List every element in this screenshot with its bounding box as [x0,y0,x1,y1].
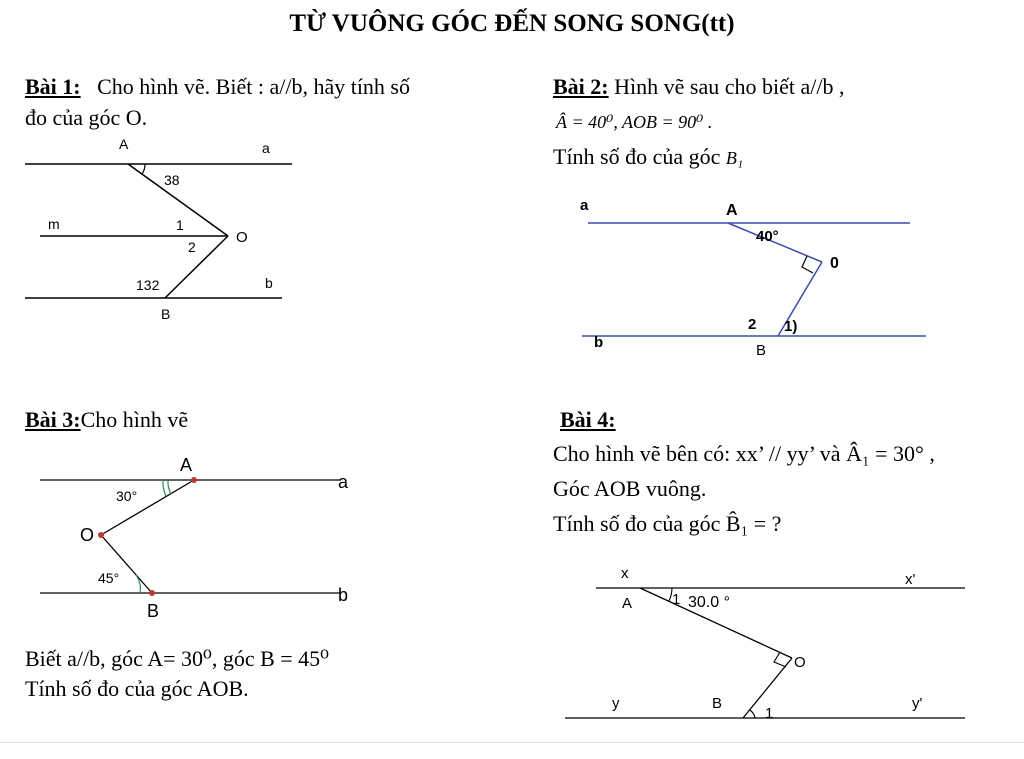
label-a: a [580,197,589,214]
label-a: a [338,472,349,492]
point-B [149,590,155,596]
point-O [98,532,104,538]
bai2-heading: Bài 2: [553,74,609,99]
label-y: y [612,695,620,712]
bai1-line2: đo của góc O. [25,105,148,130]
bai3-figure [0,445,349,625]
label-A: A [622,595,633,612]
angle-arc-B [750,710,755,718]
label-b: b [265,275,273,291]
label-angle-2: 2 [748,316,757,333]
label-B: B [161,306,171,322]
right-angle-mark [802,256,813,273]
bai3-line1 [25,407,188,433]
label-angle-30: 30° [116,488,138,504]
segment-OB [165,236,228,298]
bai4-heading: Bài 4: [560,407,616,432]
bai2-figure [570,195,930,365]
label-B: B [712,695,723,712]
angle-arc-A-1 [168,480,171,494]
angle-arc-A-2 [163,480,166,496]
label-O: 0 [830,255,839,272]
bai2-ask-var: B₁ [725,148,744,168]
label-b: b [338,585,349,605]
label-x: x [621,565,629,582]
bai3-ask: Tính số đo của góc AOB. [25,676,249,701]
label-x-prime: x' [905,571,916,588]
label-m: m [48,216,60,232]
bai1-text: Cho hình vẽ. Biết : a//b, hãy tính số [97,74,410,99]
angle-arc-B [136,575,140,593]
bai4-line1: Cho hình vẽ bên có: xx’ // yy’ và Â₁ = 30° , [553,441,935,466]
label-angle-1-A: 1 [672,591,681,608]
label-angle-30: 30.0 ° [688,594,730,611]
label-B: B [147,601,160,621]
bai3-heading: Bài 3: [25,407,81,432]
bai2-line1 [553,74,844,100]
label-angle-1: 1 [176,217,184,233]
label-O: O [80,525,95,545]
label-y-prime: y' [912,695,923,712]
label-a: a [262,140,270,156]
bai4-figure [560,560,980,740]
bai4-line2: Góc AOB vuông. [553,476,707,501]
label-angle-132: 132 [136,277,160,293]
label-A: A [180,455,193,475]
bai1-figure [0,130,300,330]
bai4-heading-row [560,407,616,433]
label-angle-1: 1) [784,318,798,335]
bai2-ask-text: Tính số đo của góc [553,144,721,169]
label-angle-1-B: 1 [765,705,774,722]
bai2-ask [553,144,743,170]
point-A [191,477,197,483]
label-angle-2: 2 [188,239,196,255]
bai1-heading: Bài 1: [25,74,81,99]
bai4-line3: Tính số đo của góc B̂₁ = ? [553,511,782,536]
label-A: A [119,136,129,152]
label-B: B [756,342,767,359]
bai2-given: Â = 40⁰, AOB = 90⁰ . [556,112,713,132]
label-O: O [794,654,806,671]
page-title: TỪ VUÔNG GÓC ĐẾN SONG SONG(tt) [289,10,735,37]
bai3-text: Cho hình vẽ [80,407,189,432]
label-A: A [726,202,738,219]
label-angle-38: 38 [164,172,180,188]
bai2-text: Hình vẽ sau cho biết a//b , [614,74,845,99]
bai1-line1 [25,74,410,100]
segment-AO [101,480,194,535]
bottom-divider [0,742,1024,743]
label-angle-40: 40° [756,228,779,245]
label-angle-45: 45° [98,570,120,586]
label-b: b [594,334,604,351]
angle-arc-A [142,164,145,174]
label-O: O [236,229,248,246]
bai3-given: Biết a//b, góc A= 30⁰, góc B = 45⁰ [25,646,329,671]
